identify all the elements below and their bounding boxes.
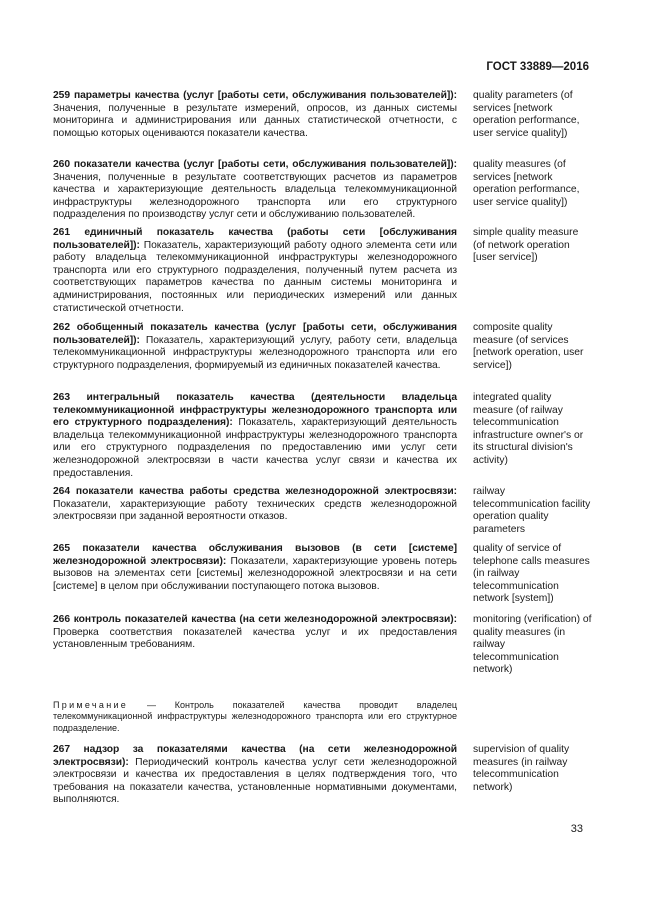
term-english: supervision of quality measures (in railway telecommunication network) [473, 744, 570, 793]
term-definition-ru [53, 614, 457, 652]
term-definition-ru [53, 90, 457, 140]
term-definition-ru [53, 744, 457, 807]
page-number: 33 [570, 823, 583, 835]
term-name: интегральный показатель качества (деятельности владельца телекоммуникационной инфраструктуры железнодорожного транспорта или его структурного подразделения): [53, 392, 457, 429]
term-definition-text: Показатели, характеризующие уровень потерь вызовов на элементах сети [системы] железнодорожной электросвязи и на сети [системе] в целом при обслуживании поступающего потока вызовов. [53, 555, 457, 592]
term-definition-text: Показатель, характеризующий услугу, работу сети, владельца телекоммуникационной инфраструктуры железнодорожного транспорта или его структурного подразделения, формируемый из единичных показателей качества. [53, 334, 457, 371]
term-name: показатели качества обслуживания вызовов (в сети [системе] железнодорожной электросвязи): [53, 543, 457, 567]
term-english: composite quality measure (of services [network operation, user service]) [473, 322, 584, 371]
term-definition-ru [53, 543, 457, 593]
term-name: единичный показатель качества (работы сети [обслуживания пользователей]): [53, 227, 458, 251]
term-name: показатели качества работы средства железнодорожной электросвязи: [75, 486, 457, 497]
term-definition-text: Значения, полученные в результате измерений, опросов, из данных системы мониторинга и администрирования или данных статистической отчетности, с помощью которых оцениваются показатели качества. [53, 102, 457, 139]
term-definition-ru [53, 159, 457, 222]
term-english: quality parameters (of services [network operation performance, user service quality]) [473, 90, 580, 139]
term-english: simple quality measure (of network operation [user service]) [473, 227, 579, 264]
term-definition-ru [53, 227, 457, 315]
term-definition-ru [53, 392, 457, 480]
term-english: quality measures (of services [network operation performance, user service quality]) [473, 159, 580, 208]
term-definition-text: Значения, полученные в результате соответствующих расчетов из параметров качества и характеризующие деятельность владельца телекоммуникационной инфраструктуры железнодорожного транспорта или его структурного подразделения по производству услуг сети и обслуживанию пользователей. [53, 171, 457, 221]
term-number: 265 [53, 543, 71, 554]
term-number: 267 [53, 744, 71, 755]
term-name: надзор за показателями качества (на сети железнодорожной электросвязи): [53, 744, 457, 768]
term-number: 260 [53, 159, 71, 170]
term-definition-text: Периодический контроль качества услуг сети железнодорожной электросвязи и качества их предоставления в целях подтверждения того, что требования на показатели качества, установленные нормативными документами, выполняются. [53, 756, 458, 806]
term-number: 261 [53, 227, 71, 238]
term-english: integrated quality measure (of railway telecommunication infrastructure owner's or its structural division's activity) [473, 392, 584, 466]
document-id: ГОСТ 33889—2016 [486, 61, 589, 73]
term-definition-text: Показатель, характеризующий деятельность владельца телекоммуникационной инфраструктуры железнодорожного транспорта или его структурного подразделения по предоставлению ими услуг сети железнодорожной электросвязи в части качества услуг связи и качества их предоставления. [53, 417, 457, 479]
term-number: 262 [53, 322, 71, 333]
term-name: контроль показателей качества (на сети железнодорожной электросвязи): [73, 614, 457, 625]
term-number: 259 [53, 90, 71, 101]
term-definition-ru [53, 322, 457, 372]
term-definition-text: Показатели, характеризующие работу технических средств железнодорожной электросвязи при заданной вероятности отказов. [53, 498, 457, 523]
term-number: 264 [53, 486, 71, 497]
note-label: Примечание [53, 700, 129, 710]
term-english: quality of service of telephone calls measures (in railway telecommunication network [system]) [473, 543, 590, 605]
term-definition-ru [53, 486, 457, 524]
note-text: — Контроль показателей качества проводит владелец телекоммуникационной инфраструктуры железнодорожного транспорта или его структурное подразделение. [53, 700, 457, 733]
note [53, 700, 457, 734]
term-number: 263 [53, 392, 71, 403]
term-english: railway telecommunication facility operation quality parameters [473, 486, 591, 535]
term-definition-text: Показатель, характеризующий работу одного элемента сети или работу владельца телекоммуникационной инфраструктуры железнодорожного транспорта или его структурного подразделения, полученный путем расчета из соответствующих параметров качества по данным системы мониторинга и администрирования, постоянных или периодических измерений или данных статистической отчетности. [53, 239, 457, 314]
term-number: 266 [53, 614, 71, 625]
term-english: monitoring (verification) of quality measures (in railway telecommunication network) [473, 614, 592, 676]
term-definition-text: Проверка соответствия показателей качества услуг и их предоставления установленным требованиям. [53, 626, 457, 651]
term-name: обобщенный показатель качества (услуг [работы сети, обслуживания пользователей]): [53, 322, 458, 346]
term-name: показатели качества (услуг [работы сети, обслуживания пользователей]): [73, 159, 458, 170]
term-name: параметры качества (услуг [работы сети, обслуживания пользователей]): [73, 90, 457, 101]
